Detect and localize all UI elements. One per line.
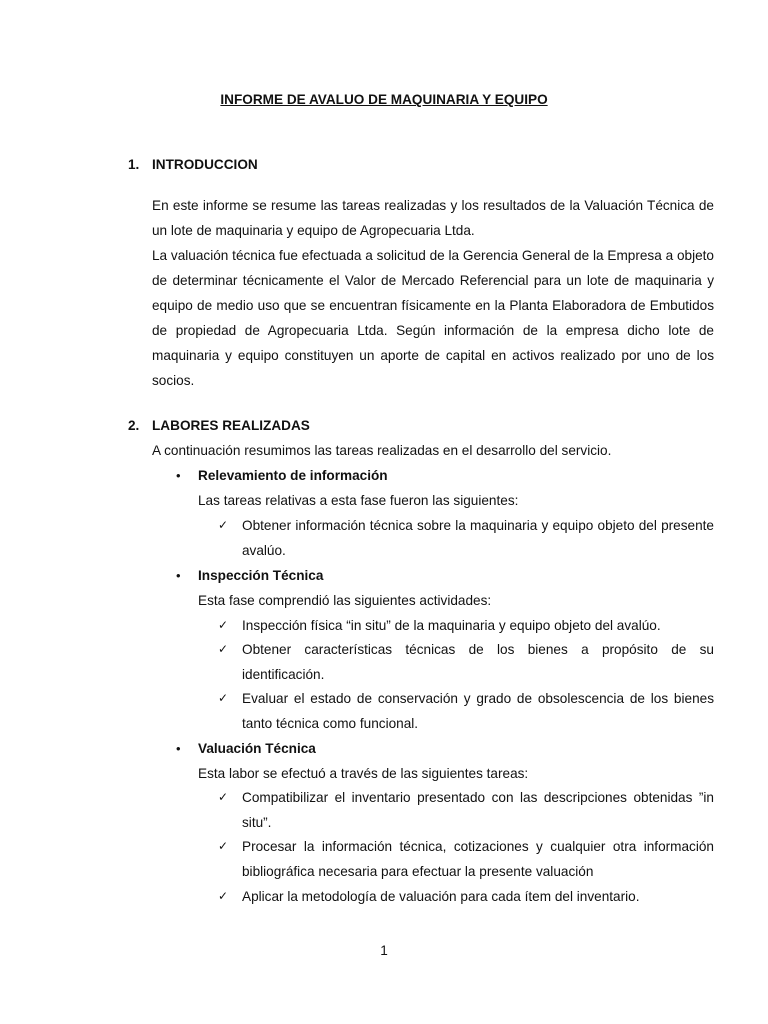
bullet-icon: • xyxy=(176,568,181,583)
checkmark-icon: ✓ xyxy=(218,518,229,532)
section-number: 2. xyxy=(128,418,140,433)
section-title: INTRODUCCION xyxy=(152,157,258,172)
check-item-text: Evaluar el estado de conservación y grado de obsolescencia de los bienes tanto técnica como funcional. xyxy=(242,691,714,731)
check-item-text: Obtener información técnica sobre la maquinaria y equipo objeto del presente avalúo. xyxy=(242,518,714,558)
bullet-label: Valuación Técnica xyxy=(198,741,316,756)
check-item xyxy=(218,884,714,909)
section-title: LABORES REALIZADAS xyxy=(152,418,310,433)
intro-paragraph-1: En este informe se resume las tareas realizadas y los resultados de la Valuación Técnica de un lote de maquinaria y equipo de Agropecuaria Ltda. xyxy=(152,198,714,238)
bullet-label: Relevamiento de información xyxy=(198,468,388,483)
bullet-icon: • xyxy=(176,468,181,483)
bullet-lead: Esta labor se efectuó a través de las siguientes tareas: xyxy=(198,766,529,781)
intro-paragraph-2: La valuación técnica fue efectuada a solicitud de la Gerencia General de la Empresa a objeto de determinar técnicamente el Valor de Mercado Referencial para un lote de maquinaria y equipo de medio uso que se encuentran físicamente en la Planta Elaboradora de Embutidos de propiedad de Agropecuaria Ltda. Según información de la empresa dicho lote de maquinaria y equipo constituyen un aporte de capital en activos realizado por uno de los socios. xyxy=(152,248,714,388)
check-item-text: Obtener características técnicas de los bienes a propósito de su identificación. xyxy=(242,642,714,682)
bullet-relevamiento xyxy=(176,463,388,488)
section-intro: A continuación resumimos las tareas realizadas en el desarrollo del servicio. xyxy=(152,443,612,458)
bullet-icon: • xyxy=(176,741,181,756)
bullet-label: Inspección Técnica xyxy=(198,568,324,583)
bullet-lead: Esta fase comprendió las siguientes actividades: xyxy=(198,593,492,608)
section-heading-introduccion xyxy=(128,157,258,172)
check-item-text: Procesar la información técnica, cotizaciones y cualquier otra información bibliográfica necesaria para efectuar la presente valuación xyxy=(242,839,714,879)
checkmark-icon: ✓ xyxy=(218,618,229,632)
check-item xyxy=(218,513,714,563)
bullet-valuacion xyxy=(176,736,316,761)
check-item xyxy=(218,785,714,835)
check-item xyxy=(218,637,714,687)
check-item-text: Aplicar la metodología de valuación para cada ítem del inventario. xyxy=(242,889,640,904)
check-item-text: Inspección física “in situ” de la maquinaria y equipo objeto del avalúo. xyxy=(242,618,661,633)
section-number: 1. xyxy=(128,157,140,172)
section-heading-labores xyxy=(128,418,310,433)
checkmark-icon: ✓ xyxy=(218,691,229,705)
check-item-text: Compatibilizar el inventario presentado con las descripciones obtenidas ”in situ”. xyxy=(242,790,714,830)
check-item xyxy=(218,613,714,638)
page-number: 1 xyxy=(380,943,388,958)
bullet-lead: Las tareas relativas a esta fase fueron las siguientes: xyxy=(198,493,519,508)
checkmark-icon: ✓ xyxy=(218,889,229,903)
document-title: INFORME DE AVALUO DE MAQUINARIA Y EQUIPO xyxy=(220,92,548,107)
check-item xyxy=(218,834,714,884)
checkmark-icon: ✓ xyxy=(218,642,229,656)
check-item xyxy=(218,686,714,736)
checkmark-icon: ✓ xyxy=(218,839,229,853)
checkmark-icon: ✓ xyxy=(218,790,229,804)
bullet-inspeccion xyxy=(176,563,323,588)
